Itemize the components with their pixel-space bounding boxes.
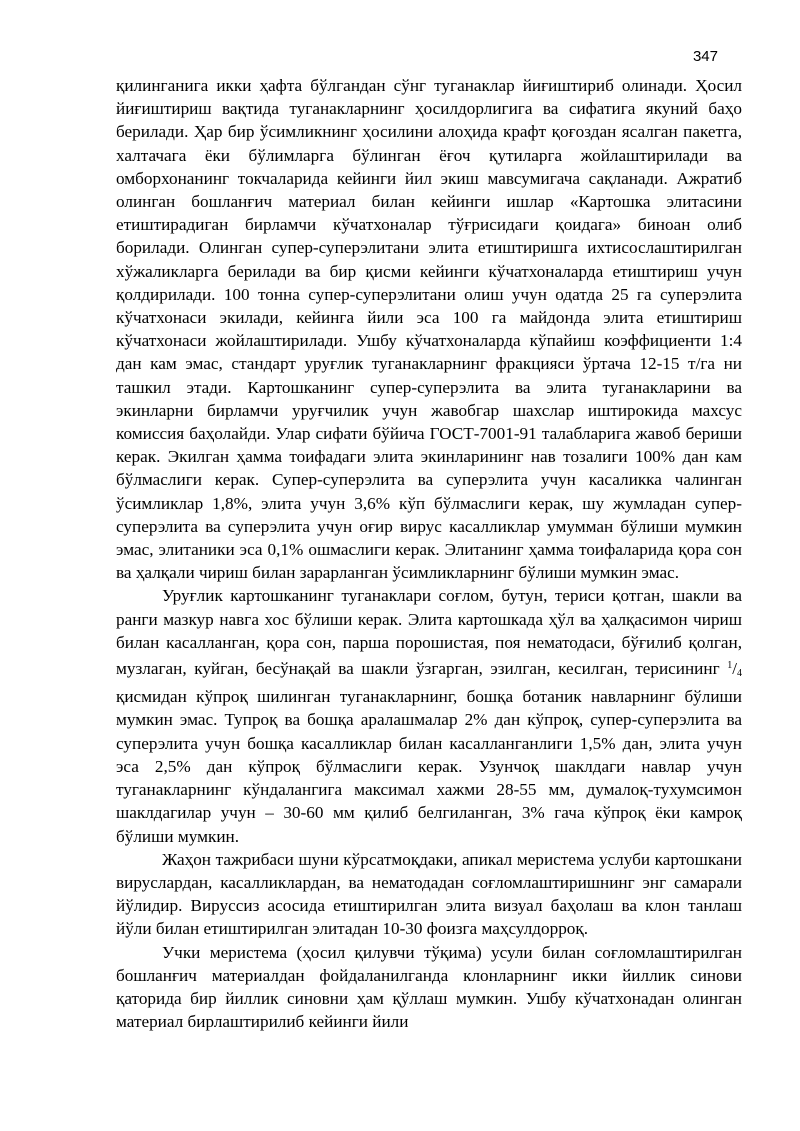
fraction-one-quarter: $^1/_4$ xyxy=(727,659,742,680)
paragraph-3: Жаҳон тажрибаси шуни кўрсатмоқдаки, апикал меристема услуби картошкани вируслардан, касалликлардан, ва нематодадан соғломлаштиришнинг энг самарали йўлидир. Вируссиз асосида етиштирилган элита визуал баҳолаш ва клон танлаш йўли билан етиштирилган элитадан 10-30 фоизга маҳсулдорроқ. xyxy=(116,849,742,939)
paragraph-1: қилинганига икки ҳафта бўлгандан сўнг туганаклар йиғиштириб олинади. Ҳосил йиғиштириш вақтида туганакларнинг ҳосилдорлигига ва сифатига якуний баҳо берилади. Ҳар бир ўсимликнинг ҳосилини алоҳида крафт қоғоздан ясалган пакетга, халтачага ёки бўлимларга бўлинган ёғоч қутиларга жойлаштирилади ва омборхонанинг токчаларида кейинги йил экиш мавсумигача сақланади. Ажратиб олинган бошланғич материал билан кейинги ишлар «Картошка элитасини етиштирадиган бирламчи кўчатхоналар тўғрисидаги қоидага» биноан олиб борилади. Олинган супер-суперэлитани элита етиштиришга ихтисослаштирилган хўжаликларга берилади ва бир қисми кейинги кўчатхоналарда етиштириш учун қолдирилади. 100 тонна супер-суперэлитани олиш учун одатда 25 га суперэлита кўчатхонаси экилади, кейинга йили эса 100 га майдонда элита етиштириш кўчатхонаси жойлаштирилади. Ушбу кўчатхоналарда кўпайиш коэффициенти 1:4 дан кам эмас, стандарт уруғлик туганакларнинг фракцияси ўртача 12-15 т/га ни ташкил этади. Картошканинг супер-суперэлита ва элита туганакларини ва экинларни бирламчи уруғчилик учун жавобгар шахслар иштирокида махсус комиссия баҳолайди. Улар сифати бўйича ГОСТ-7001-91 талабларига жавоб бериши керак. Экилган ҳамма тоифадаги элита экинларининг нав тозалиги 100% дан кам бўлмаслиги керак. Супер-суперэлита ва суперэлита учун касаликка чалинган ўсимликлар 1,8%, элита учун 3,6% кўп бўлмаслиги керак, шу жумладан супер-суперэлита ва суперэлита учун оғир вирус касалликлар умумман бўлиши мумкин эмас, элитаники эса 0,1% ошмаслиги керак. Элитанинг ҳамма тоифаларида қора сон ва ҳалқали чириш билан зарарланган ўсимликларнинг бўлиши мумкин эмас. xyxy=(116,76,742,583)
paragraph-4: Учки меристема (ҳосил қилувчи тўқима) усули билан соғломлаштирилган бошланғич материалдан фойдаланилганда клонларнинг икки йиллик синови қаторида бир йиллик синовни ҳам қўллаш мумкин. Ушбу кўчатхонадан олинган материал бирлаштирилиб кейинги йили xyxy=(116,942,742,1032)
fraction-denominator: 4 xyxy=(737,668,742,680)
paragraph-2-text-before: Уруғлик картошканинг туганаклари соғлом, бутун, териси қотган, шакли ва ранги мазкур навга хос бўлиши керак. Элита картошкада ҳўл ва ҳалқасимон чириш билан касалланган, қора сон, парша порошистая, поя нематодаси, бўғилиб қолган, музлаган, куйган, бесўнақай ва шакли ўзгарган, эзилган, кесилган, терисининг xyxy=(116,586,742,679)
paragraph-2 xyxy=(116,584,742,847)
fraction-numerator: 1 xyxy=(727,660,733,672)
document-body xyxy=(116,74,742,1033)
page-number: 347 xyxy=(692,48,718,65)
paragraph-2-text-after: қисмидан кўпроқ шилинган туганакларнинг, бошқа ботаник навларнинг бўлиши мумкин эмас. Тупроқ ва бошқа аралашмалар 2% дан кўпроқ, супер-суперэлита ва суперэлита учун бошқа касалликлар билан касалланганлиги 1,5% дан, элита учун эса 2,5% дан кўпроқ бўлмаслиги керак. Узунчоқ шаклдаги навлар учун туганакларнинг кўндалангига максимал хажми 28-55 мм, думалоқ-тухумсимон шаклдагилар учун – 30-60 мм қилиб белгиланган, 3% гача кўпроқ ёки камроқ бўлиши мумкин. xyxy=(116,687,742,846)
